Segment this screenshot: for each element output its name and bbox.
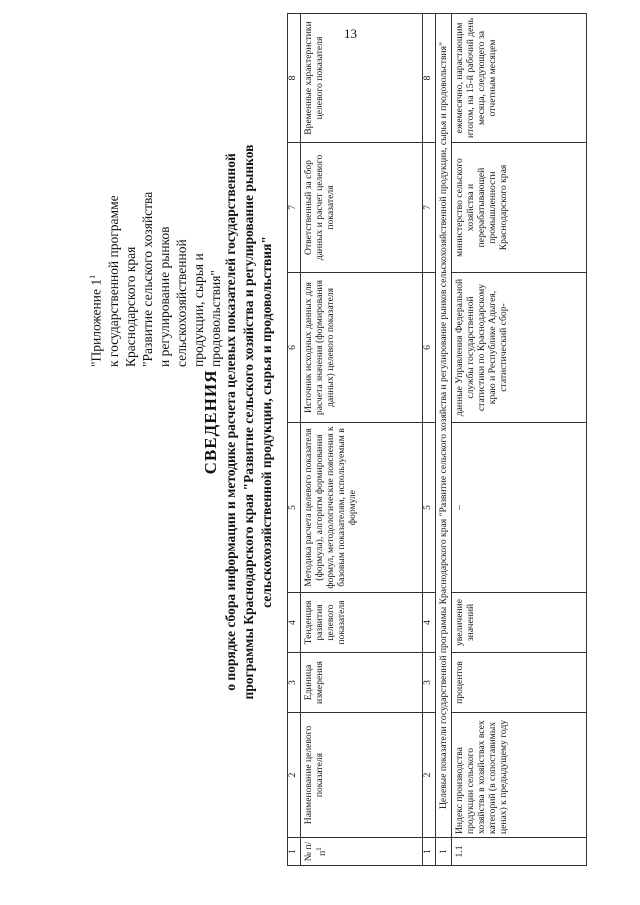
rotated-content	[72, 12, 637, 872]
section-title: Целевые показатели государственной программы Краснодарского края "Развитие сельского хозяйства и регулирование рынков сельскохозяйственной продукции, сырья и продовольствия"	[436, 14, 452, 838]
page-number: 13	[344, 26, 357, 41]
column-number: 2	[423, 713, 436, 838]
appendix-line-2: к государственной программе	[105, 195, 121, 367]
column-number: 1	[288, 838, 301, 866]
row-source: данные Управления Федеральной службы государственной статистики по Краснодарскому краю и Республике Адыгея, статистический сбор-	[452, 273, 587, 423]
column-number-row-repeat	[423, 14, 436, 866]
table-row	[452, 14, 587, 866]
column-number: 5	[423, 423, 436, 593]
document-title	[200, 122, 276, 722]
row-name: Индекс производства продукции сельского хозяйства в хозяйствах всех категорий (в сопоставимых ценах) к предыдущему году	[452, 713, 587, 838]
appendix-line-8: продовольствия"	[207, 270, 223, 367]
column-number: 7	[288, 143, 301, 273]
appendix-line-3: Краснодарского края	[122, 246, 138, 367]
title-line-2: программы Краснодарского края "Развитие сельского хозяйства и регулирование рынков	[241, 144, 256, 700]
row-unit: процентов	[452, 653, 587, 713]
header-timing: Временные характеристики целевого показателя	[301, 14, 423, 143]
appendix-line-1-text: "Приложение 1	[88, 278, 104, 367]
column-number: 5	[288, 423, 301, 593]
section-row	[436, 14, 452, 866]
header-row	[301, 14, 423, 866]
row-trend: увеличение значений	[452, 593, 587, 653]
header-responsible: Ответственный за сбор данных и расчет целевого показателя	[301, 143, 423, 273]
row-timing: ежемесячно, нарастающим итогом, на 15-й рабочий день месяца, следующего за отчетным месяцем	[452, 14, 587, 143]
appendix-line-1	[84, 57, 105, 367]
column-number: 3	[288, 653, 301, 713]
indicators-table	[287, 13, 587, 866]
column-number: 8	[423, 14, 436, 143]
appendix-superscript: 1	[88, 274, 97, 279]
column-number: 6	[288, 273, 301, 423]
row-responsible: министерство сельского хозяйства и перерабатывающей промышленности Краснодарского края	[452, 143, 587, 273]
appendix-line-6: сельскохозяйственной	[173, 239, 189, 367]
column-number: 4	[423, 593, 436, 653]
title-line-3: сельскохозяйственной продукции, сырья и продовольствия"	[259, 236, 274, 608]
appendix-line-4: "Развитие сельского хозяйства	[139, 191, 155, 367]
column-number: 3	[423, 653, 436, 713]
header-number-text: № п/п	[303, 841, 329, 862]
appendix-line-7: продукции, сырья и	[190, 253, 206, 367]
header-source: Источник исходных данных для расчета значения (формирования данных) целевого показателя	[301, 273, 423, 423]
header-unit: Единица измерения	[301, 653, 423, 713]
header-number	[301, 838, 423, 866]
row-method: –	[452, 423, 587, 593]
title-heading: СВЕДЕНИЯ	[201, 369, 220, 475]
header-number-superscript: 1	[315, 847, 323, 851]
column-number: 2	[288, 713, 301, 838]
header-method: Методика расчета целевого показателя (формула), алгоритм формирования формул, методологические пояснения к базовым показателям, используемым в формуле	[301, 423, 423, 593]
header-trend: Тенденция развития целевого показателя	[301, 593, 423, 653]
appendix-line-5: и регулирование рынков	[156, 226, 172, 367]
section-number: 1	[436, 838, 452, 866]
column-number: 8	[288, 14, 301, 143]
column-number-row	[288, 14, 301, 866]
column-number: 7	[423, 143, 436, 273]
column-number: 4	[288, 593, 301, 653]
row-number: 1.1	[452, 838, 587, 866]
column-number: 1	[423, 838, 436, 866]
title-line-1: о порядке сбора информации и методике расчета целевых показателей государственной	[223, 153, 238, 691]
header-name: Наименование целевого показателя	[301, 713, 423, 838]
column-number: 6	[423, 273, 436, 423]
